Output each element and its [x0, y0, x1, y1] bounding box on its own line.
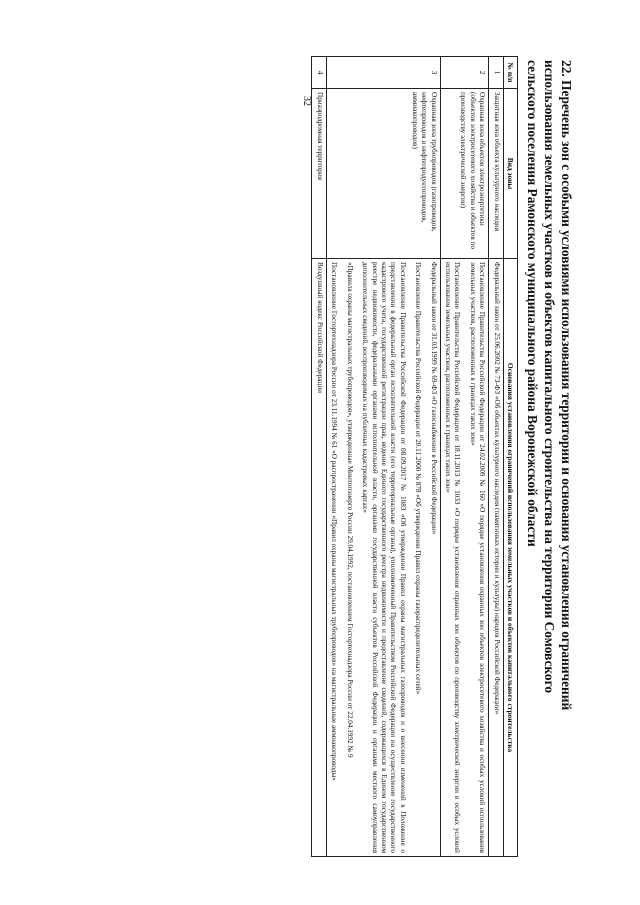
- zones-table: [312, 56, 519, 857]
- table-row: [326, 57, 440, 857]
- basis-paragraph: Федеральный закон от 31.03.1999 № 69-ФЗ «О газоснабжении в Российской Федерации»: [429, 262, 438, 535]
- basis-paragraph: Федеральный закон от 25.06.2002 № 73-ФЗ «Об объектах культурного наследия (памятниках истории и культуры) народов Российской Федерации»: [492, 262, 501, 715]
- basis-paragraph: Постановление Правительства Российской Федерации от 18.11.2013 № 1033 «О порядке установления охранных зон объектов по производству электрической энергии и особых условий использования земельных участков, расположенных в границах таких зон»: [443, 262, 462, 853]
- table-header-row: [503, 57, 517, 857]
- heading-line-2: использования земельных участков и объектов капитального строительства на территории Сомовского: [542, 60, 557, 694]
- row-num: 2: [440, 57, 489, 89]
- row-zone: Охранная зона трубопроводов (газопроводов, нефтепроводов и нефтепродуктопроводов, аммиакопроводов): [326, 89, 440, 259]
- header-num: № п/п: [503, 57, 517, 89]
- row-basis: [312, 259, 326, 857]
- document-heading: [524, 56, 575, 856]
- row-zone: Приаэродромная территория: [312, 89, 326, 259]
- basis-paragraph: Постановление Госгортехнадзора России от 23.11.1994 № 61 «О распространении «Правил охраны магистральных трубопроводов» на магистральные аммиакопроводы»: [330, 262, 339, 781]
- basis-paragraph: «Правила охраны магистральных трубопроводов», утвержденные Минтопэнерго России 29.04.1992, постановлением Госгортехнадзора России от 22.04.1992 № 9: [345, 262, 354, 758]
- table-row: [440, 57, 489, 857]
- row-zone: Защитная зона объекта культурного наследия: [489, 89, 503, 259]
- row-zone: Охранная зона объектов электроэнергетики (объектов электросетевого хозяйства и объектов по производству электрической энергии): [440, 89, 489, 259]
- rotated-page-content: [55, 56, 575, 856]
- row-num: 4: [312, 57, 326, 89]
- heading-line-3: сельского поселения Рамонского муниципального района Воронежской области: [525, 60, 540, 547]
- basis-paragraph: Постановление Правительства Российской Федерации от 08.09.2017 № 1083 «Об утверждении Правил охраны магистральных газопроводов и о внесении изменений в Положение о представлении в федеральный орган исполнительной власти (его территориальные органы), уполномоченный Правительством Российской Федерации на осуществление государственного кадастрового учета, государственной регистрации прав, ведение Единого государственного реестра недвижимости и предоставление сведений, содержащихся в Едином государственном реестре недвижимости, федеральными органами исполнительной власти, органами государственной власти субъектов Российской Федерации и органами местного самоуправления дополнительных сведений, воспроизводимых на публичных кадастровых картах»: [361, 262, 407, 853]
- row-basis: [489, 259, 503, 857]
- basis-paragraph: Постановление Правительства Российской Федерации от 24.02.2009 № 160 «О порядке установления охранных зон объектов электросетевого хозяйства и особых условий использования земельных участков, расположенных в границах таких зон»: [468, 262, 487, 853]
- row-num: 1: [489, 57, 503, 89]
- row-basis: [326, 259, 440, 857]
- page-number: 32: [301, 96, 312, 106]
- row-basis: [440, 259, 489, 857]
- heading-line-1: 22. Перечень зон с особыми условиями использования территории и основания установления ограничений: [559, 60, 574, 711]
- header-zone: Вид зоны: [503, 89, 517, 259]
- basis-paragraph: Воздушный кодекс Российской Федерации: [315, 262, 324, 394]
- basis-paragraph: Постановление Правительства Российской Федерации от 20.11.2000 № 878 «Об утверждении Правил охраны газораспределительных сетей»: [414, 262, 423, 695]
- table-row: [489, 57, 503, 857]
- table-row: [312, 57, 326, 857]
- row-num: 3: [326, 57, 440, 89]
- header-basis: Основания установления ограничений использования земельных участков и объектов капитального строительства: [503, 259, 517, 857]
